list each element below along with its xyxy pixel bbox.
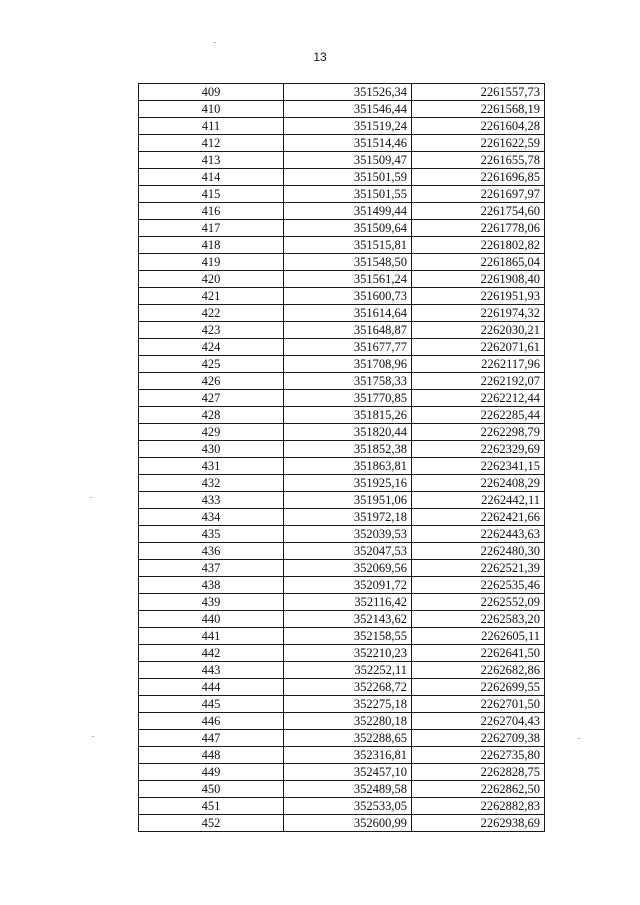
x-coordinate-cell: 352288,65: [284, 730, 412, 747]
point-number-cell: 411: [139, 118, 284, 135]
point-number-cell: 413: [139, 152, 284, 169]
y-coordinate-cell: 2262535,46: [412, 577, 545, 594]
y-coordinate-cell: 2261655,78: [412, 152, 545, 169]
point-number-cell: 428: [139, 407, 284, 424]
point-number-cell: 431: [139, 458, 284, 475]
point-number-cell: 410: [139, 101, 284, 118]
x-coordinate-cell: 351815,26: [284, 407, 412, 424]
point-number-cell: 439: [139, 594, 284, 611]
x-coordinate-cell: 351972,18: [284, 509, 412, 526]
point-number-cell: 435: [139, 526, 284, 543]
table-row: [139, 407, 545, 424]
table-row: [139, 339, 545, 356]
point-number-cell: 448: [139, 747, 284, 764]
scan-speck: [578, 738, 580, 739]
x-coordinate-cell: 351951,06: [284, 492, 412, 509]
table-row: [139, 373, 545, 390]
y-coordinate-cell: 2262735,80: [412, 747, 545, 764]
point-number-cell: 434: [139, 509, 284, 526]
x-coordinate-cell: 351548,50: [284, 254, 412, 271]
point-number-cell: 415: [139, 186, 284, 203]
y-coordinate-cell: 2262030,21: [412, 322, 545, 339]
table-row: [139, 254, 545, 271]
y-coordinate-cell: 2262704,43: [412, 713, 545, 730]
y-coordinate-cell: 2261865,04: [412, 254, 545, 271]
table-row: [139, 169, 545, 186]
y-coordinate-cell: 2262443,63: [412, 526, 545, 543]
table-row: [139, 696, 545, 713]
table-row: [139, 594, 545, 611]
y-coordinate-cell: 2262583,20: [412, 611, 545, 628]
point-number-cell: 421: [139, 288, 284, 305]
table-row: [139, 135, 545, 152]
table-row: [139, 798, 545, 815]
x-coordinate-cell: 352275,18: [284, 696, 412, 713]
x-coordinate-cell: 351708,96: [284, 356, 412, 373]
point-number-cell: 430: [139, 441, 284, 458]
y-coordinate-cell: 2261697,97: [412, 186, 545, 203]
table-row: [139, 611, 545, 628]
x-coordinate-cell: 351758,33: [284, 373, 412, 390]
point-number-cell: 422: [139, 305, 284, 322]
table-row: [139, 577, 545, 594]
y-coordinate-cell: 2261778,06: [412, 220, 545, 237]
point-number-cell: 444: [139, 679, 284, 696]
table-row: [139, 390, 545, 407]
point-number-cell: 442: [139, 645, 284, 662]
y-coordinate-cell: 2262329,69: [412, 441, 545, 458]
coordinates-table-body: [139, 84, 545, 832]
table-row: [139, 203, 545, 220]
point-number-cell: 424: [139, 339, 284, 356]
point-number-cell: 450: [139, 781, 284, 798]
x-coordinate-cell: 351561,24: [284, 271, 412, 288]
point-number-cell: 452: [139, 815, 284, 832]
x-coordinate-cell: 352039,53: [284, 526, 412, 543]
y-coordinate-cell: 2261568,19: [412, 101, 545, 118]
point-number-cell: 451: [139, 798, 284, 815]
point-number-cell: 426: [139, 373, 284, 390]
point-number-cell: 419: [139, 254, 284, 271]
x-coordinate-cell: 352143,62: [284, 611, 412, 628]
y-coordinate-cell: 2261622,59: [412, 135, 545, 152]
table-row: [139, 509, 545, 526]
page-number: 13: [313, 50, 327, 64]
x-coordinate-cell: 351820,44: [284, 424, 412, 441]
scan-speck: [90, 497, 92, 498]
point-number-cell: 432: [139, 475, 284, 492]
point-number-cell: 449: [139, 764, 284, 781]
point-number-cell: 418: [139, 237, 284, 254]
point-number-cell: 409: [139, 84, 284, 101]
table-row: [139, 101, 545, 118]
y-coordinate-cell: 2262552,09: [412, 594, 545, 611]
x-coordinate-cell: 351546,44: [284, 101, 412, 118]
y-coordinate-cell: 2262605,11: [412, 628, 545, 645]
x-coordinate-cell: 352268,72: [284, 679, 412, 696]
x-coordinate-cell: 352489,58: [284, 781, 412, 798]
table-row: [139, 662, 545, 679]
y-coordinate-cell: 2262408,29: [412, 475, 545, 492]
table-row: [139, 815, 545, 832]
table-row: [139, 543, 545, 560]
x-coordinate-cell: 352316,81: [284, 747, 412, 764]
x-coordinate-cell: 351600,73: [284, 288, 412, 305]
x-coordinate-cell: 351863,81: [284, 458, 412, 475]
table-row: [139, 288, 545, 305]
table-row: [139, 747, 545, 764]
x-coordinate-cell: 352600,99: [284, 815, 412, 832]
y-coordinate-cell: 2262699,55: [412, 679, 545, 696]
table-row: [139, 237, 545, 254]
table-row: [139, 84, 545, 101]
y-coordinate-cell: 2261557,73: [412, 84, 545, 101]
table-row: [139, 475, 545, 492]
y-coordinate-cell: 2261974,32: [412, 305, 545, 322]
table-row: [139, 458, 545, 475]
point-number-cell: 416: [139, 203, 284, 220]
x-coordinate-cell: 351648,87: [284, 322, 412, 339]
y-coordinate-cell: 2261951,93: [412, 288, 545, 305]
y-coordinate-cell: 2262828,75: [412, 764, 545, 781]
table-row: [139, 441, 545, 458]
table-row: [139, 781, 545, 798]
point-number-cell: 417: [139, 220, 284, 237]
point-number-cell: 446: [139, 713, 284, 730]
point-number-cell: 440: [139, 611, 284, 628]
point-number-cell: 438: [139, 577, 284, 594]
table-row: [139, 764, 545, 781]
y-coordinate-cell: 2261604,28: [412, 118, 545, 135]
x-coordinate-cell: 351501,59: [284, 169, 412, 186]
x-coordinate-cell: 352158,55: [284, 628, 412, 645]
x-coordinate-cell: 352210,23: [284, 645, 412, 662]
y-coordinate-cell: 2262938,69: [412, 815, 545, 832]
x-coordinate-cell: 351499,44: [284, 203, 412, 220]
y-coordinate-cell: 2261802,82: [412, 237, 545, 254]
x-coordinate-cell: 352280,18: [284, 713, 412, 730]
point-number-cell: 447: [139, 730, 284, 747]
point-number-cell: 441: [139, 628, 284, 645]
x-coordinate-cell: 352252,11: [284, 662, 412, 679]
scan-speck: [214, 42, 216, 43]
point-number-cell: 414: [139, 169, 284, 186]
x-coordinate-cell: 351852,38: [284, 441, 412, 458]
x-coordinate-cell: 351501,55: [284, 186, 412, 203]
y-coordinate-cell: 2262882,83: [412, 798, 545, 815]
table-row: [139, 118, 545, 135]
x-coordinate-cell: 351519,24: [284, 118, 412, 135]
x-coordinate-cell: 352069,56: [284, 560, 412, 577]
table-row: [139, 186, 545, 203]
x-coordinate-cell: 352047,53: [284, 543, 412, 560]
y-coordinate-cell: 2261908,40: [412, 271, 545, 288]
table-row: [139, 526, 545, 543]
table-row: [139, 492, 545, 509]
table-row: [139, 560, 545, 577]
y-coordinate-cell: 2262521,39: [412, 560, 545, 577]
x-coordinate-cell: 351514,46: [284, 135, 412, 152]
y-coordinate-cell: 2262298,79: [412, 424, 545, 441]
x-coordinate-cell: 351509,47: [284, 152, 412, 169]
y-coordinate-cell: 2261696,85: [412, 169, 545, 186]
point-number-cell: 445: [139, 696, 284, 713]
y-coordinate-cell: 2262641,50: [412, 645, 545, 662]
y-coordinate-cell: 2262862,50: [412, 781, 545, 798]
y-coordinate-cell: 2262421,66: [412, 509, 545, 526]
y-coordinate-cell: 2262682,86: [412, 662, 545, 679]
table-row: [139, 645, 545, 662]
y-coordinate-cell: 2262192,07: [412, 373, 545, 390]
y-coordinate-cell: 2262709,38: [412, 730, 545, 747]
point-number-cell: 420: [139, 271, 284, 288]
point-number-cell: 425: [139, 356, 284, 373]
y-coordinate-cell: 2262285,44: [412, 407, 545, 424]
table-row: [139, 730, 545, 747]
x-coordinate-cell: 351770,85: [284, 390, 412, 407]
x-coordinate-cell: 351509,64: [284, 220, 412, 237]
y-coordinate-cell: 2262071,61: [412, 339, 545, 356]
y-coordinate-cell: 2262701,50: [412, 696, 545, 713]
table-row: [139, 628, 545, 645]
y-coordinate-cell: 2262212,44: [412, 390, 545, 407]
point-number-cell: 423: [139, 322, 284, 339]
x-coordinate-cell: 352091,72: [284, 577, 412, 594]
table-row: [139, 220, 545, 237]
table-row: [139, 322, 545, 339]
y-coordinate-cell: 2262442,11: [412, 492, 545, 509]
point-number-cell: 412: [139, 135, 284, 152]
x-coordinate-cell: 351614,64: [284, 305, 412, 322]
coordinates-table: [138, 83, 545, 832]
point-number-cell: 429: [139, 424, 284, 441]
table-row: [139, 152, 545, 169]
table-row: [139, 424, 545, 441]
y-coordinate-cell: 2262480,30: [412, 543, 545, 560]
x-coordinate-cell: 352116,42: [284, 594, 412, 611]
point-number-cell: 436: [139, 543, 284, 560]
table-row: [139, 305, 545, 322]
table-row: [139, 356, 545, 373]
y-coordinate-cell: 2261754,60: [412, 203, 545, 220]
y-coordinate-cell: 2262117,96: [412, 356, 545, 373]
x-coordinate-cell: 352457,10: [284, 764, 412, 781]
point-number-cell: 427: [139, 390, 284, 407]
table-row: [139, 713, 545, 730]
x-coordinate-cell: 351925,16: [284, 475, 412, 492]
x-coordinate-cell: 351526,34: [284, 84, 412, 101]
point-number-cell: 443: [139, 662, 284, 679]
scan-speck: [92, 736, 94, 737]
y-coordinate-cell: 2262341,15: [412, 458, 545, 475]
x-coordinate-cell: 351515,81: [284, 237, 412, 254]
point-number-cell: 437: [139, 560, 284, 577]
x-coordinate-cell: 352533,05: [284, 798, 412, 815]
table-row: [139, 271, 545, 288]
table-row: [139, 679, 545, 696]
point-number-cell: 433: [139, 492, 284, 509]
x-coordinate-cell: 351677,77: [284, 339, 412, 356]
